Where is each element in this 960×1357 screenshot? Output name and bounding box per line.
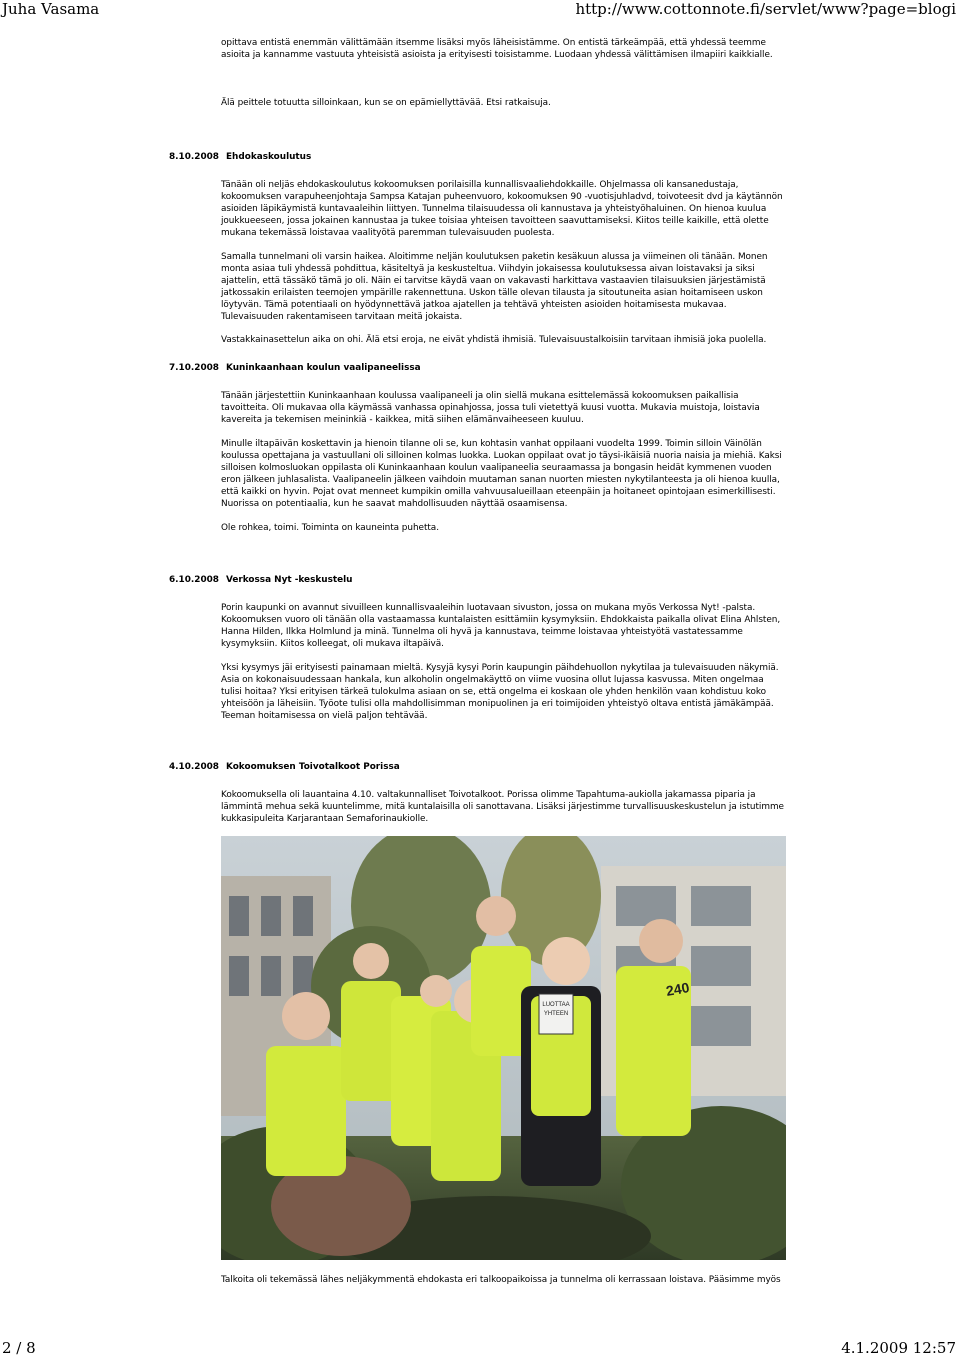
intro-paragraph-2: Älä peittele totuutta silloinkaan, kun se on epämiellyttävää. Etsi ratkaisuja. [221, 98, 551, 108]
group-photo-illustration [221, 836, 786, 1260]
post-date: 7.10.2008 [169, 363, 219, 373]
post-paragraph: Samalla tunnelmani oli varsin haikea. Aloitimme neljän koulutuksen paketin kesäkuun alussa ja viimeinen oli tänään. Monen monta asiaa tuli yhdessä pohdittua, käsiteltyä ja keskusteltua. Viihdyin jokaisessa koulutuksessa aivan loistavaksi ja siksi ajattelin, että tässäkö tämä jo oli. Näin ei tarvitse käydä vaan on vakavasti harkittava vastaavien tilaisuuksien järjestämistä jatkossakin erilaisten teemojen ympärille rakennettuna. Uskon tälle olevan tilausta ja sitoutuneita asian hoitamiseen uskon löytyvän. Tämä potentiaali on hyödynnettävä jatkoa ajatellen ja tehtävä yhteisten asioiden hoitamisesta mukavaa. Tulevaisuuden rakentamiseen tarvitaan meitä jokaista. [221, 252, 768, 322]
post-title: Kokoomuksen Toivotalkoot Porissa [225, 762, 400, 772]
post-title: Kuninkaanhaan koulun vaalipaneelissa [225, 363, 421, 373]
group-photo [221, 836, 786, 1260]
post-title: Verkossa Nyt -keskustelu [225, 575, 353, 585]
book-text-2: YHTEEN [543, 1011, 569, 1017]
intro-paragraph-1: opittava entistä enemmän välittämään itsemme lisäksi myös läheisistämme. On entistä tärkeämpää, että yhdessä teemme asioita ja kannamme vastuuta yhteisistä asioista ja erityisesti toisistamme. Luodaan yhdessä välittämisen ilmapiiri kaikkialle. [221, 38, 773, 60]
post-heading [169, 151, 311, 163]
post-heading [169, 362, 421, 374]
book-text: LUOTTAA [542, 1002, 570, 1008]
post-title: Ehdokaskoulutus [225, 152, 312, 162]
photo-caption: Talkoita oli tekemässä lähes neljäkymmentä ehdokasta eri talkoopaikoissa ja tunnelma oli kerrassaan loistava. Pääsimme myös [221, 1275, 781, 1285]
post-paragraph: Ole rohkea, toimi. Toiminta on kauneinta puhetta. [221, 523, 439, 533]
header-author: Juha Vasama [2, 0, 100, 18]
page-number: 2 / 8 [2, 1339, 36, 1357]
post-heading [169, 574, 353, 586]
post-paragraph: Yksi kysymys jäi erityisesti painamaan mieltä. Kysyjä kysyi Porin kaupungin päihdehuollon nykytilaa ja tulevaisuuden näkymiä. Asia on kokonaisuudessaan hankala, kun alkoholin ongelmakäyttö on viime vuosina ollut lujassa kasvussa. Miten ongelmaa tulisi hoitaa? Yksi erityisen tärkeä tulokulma asiaan on se, että ongelma ei koskaan ole yhden henkilön vaan kohdistuu koko yhteisöön ja läheisiin. Työote tulisi olla mahdollisimman monipuolinen ja eri toimijoiden yhteistyö oltava entistä jämäkämpää. Teeman hoitamisessa on vielä paljon tehtävää. [221, 663, 779, 721]
post-paragraph: Tänään järjestettiin Kuninkaanhaan koulussa vaalipaneeli ja olin siellä mukana esittelemässä kokoomuksen paikallisia tavoitteita. Oli mukavaa olla käymässä vanhassa opinahjossa, jossa tuli vietettyä kuusi vuotta. Mukavia muistoja, loistavia kavereita ja tekemisen meininkiä - kaikkea, mitä siihen elämänvaiheeseen kuuluu. [221, 391, 760, 425]
post-paragraph: Porin kaupunki on avannut sivuilleen kunnallisvaaleihin luotavaan sivuston, jossa on mukana myös Verkossa Nyt! -palsta. Kokoomuksen vuoro oli tänään olla vastaamassa kuntalaisten esittämiin kysymyksiin. Ehdokkaista paikalla olivat Elina Ahlsten, Hanna Hilden, Ilkka Holmlund ja minä. Tunnelma oli hyvä ja kannustava, teimme loistavaa yhteistyötä vastatessamme kysymyksiin. Kiitos kolleegat, oli mukava iltapäivä. [221, 603, 781, 649]
post-paragraph: Vastakkainasettelun aika on ohi. Älä etsi eroja, ne eivät yhdistä ihmisiä. Tulevaisuustalkoisiin tarvitaan ihmisiä joka puolella. [221, 335, 767, 345]
post-date: 6.10.2008 [169, 575, 219, 585]
post-heading [169, 761, 400, 773]
post-paragraph: Kokoomuksella oli lauantaina 4.10. valtakunnalliset Toivotalkoot. Porissa olimme Tapahtuma-aukiolla jakamassa piparia ja lämmintä mehua sekä kuuntelimme, mitä kuntalaisilla oli sanottavana. Lisäksi järjestimme turvallisuuskeskustelun ja istutimme kukkasipuleita Karjarantaan Semaforinaukiolle. [221, 790, 784, 824]
print-timestamp: 4.1.2009 12:57 [841, 1339, 956, 1357]
post-date: 8.10.2008 [169, 152, 219, 162]
post-paragraph: Minulle iltapäivän koskettavin ja hienoin tilanne oli se, kun kohtasin vanhat oppilaani vuodelta 1999. Toimin silloin Väinölän koulussa opettajana ja vastuullani oli silloinen kolmas luokka. Luokan oppilaat ovat jo täysi-ikäisiä nuoria naisia ja miehiä. Kaksi silloisen kolmosluokan oppilasta oli Kuninkaanhaan koulun vaalipaneelia seuraamassa ja bongasin heidät kymmenen vuoden eron jälkeen juhlasalista. Vaalipaneelin jälkeen vaihdoin muutaman sanan nuorten miesten nykytilanteesta ja oli hienoa kuulla, että kaikki on hyvin. Pojat ovat menneet kumpikin omilla vahvuusalueillaan eteenpäin ja hoitaneet opintojaan esimerkillisesti. Nuorissa on potentiaalia, kun he saavat mahdollisuuden näyttää osaamisensa. [221, 439, 782, 509]
post-paragraph: Tänään oli neljäs ehdokaskoulutus kokoomuksen porilaisilla kunnallisvaaliehdokkaille. Ohjelmassa oli kansanedustaja, kokoomuksen varapuheenjohtaja Sampsa Katajan puheenvuoro, kokoomuksen 90 -vuotisjuhladvd, toivoteesit dvd ja käytännön asioiden läpikäymistä kuntavaaleihin liittyen. Tunnelma tilaisuudessa oli kannustava ja yhteistyöhaluinen. On hienoa kuulua joukkueeseen, jossa jokainen kannustaa ja tukee toisiaa yhteisen tavoitteen saavuttamiseksi. Kiitos teille kaikille, että olette mukana tekemässä loistavaa vaalityötä paremman tulevaisuuden puolesta. [221, 180, 783, 238]
header-url: http://www.cottonnote.fi/servlet/www?page=blogi [575, 0, 956, 18]
post-date: 4.10.2008 [169, 762, 219, 772]
vest-number: 240 [664, 979, 691, 999]
